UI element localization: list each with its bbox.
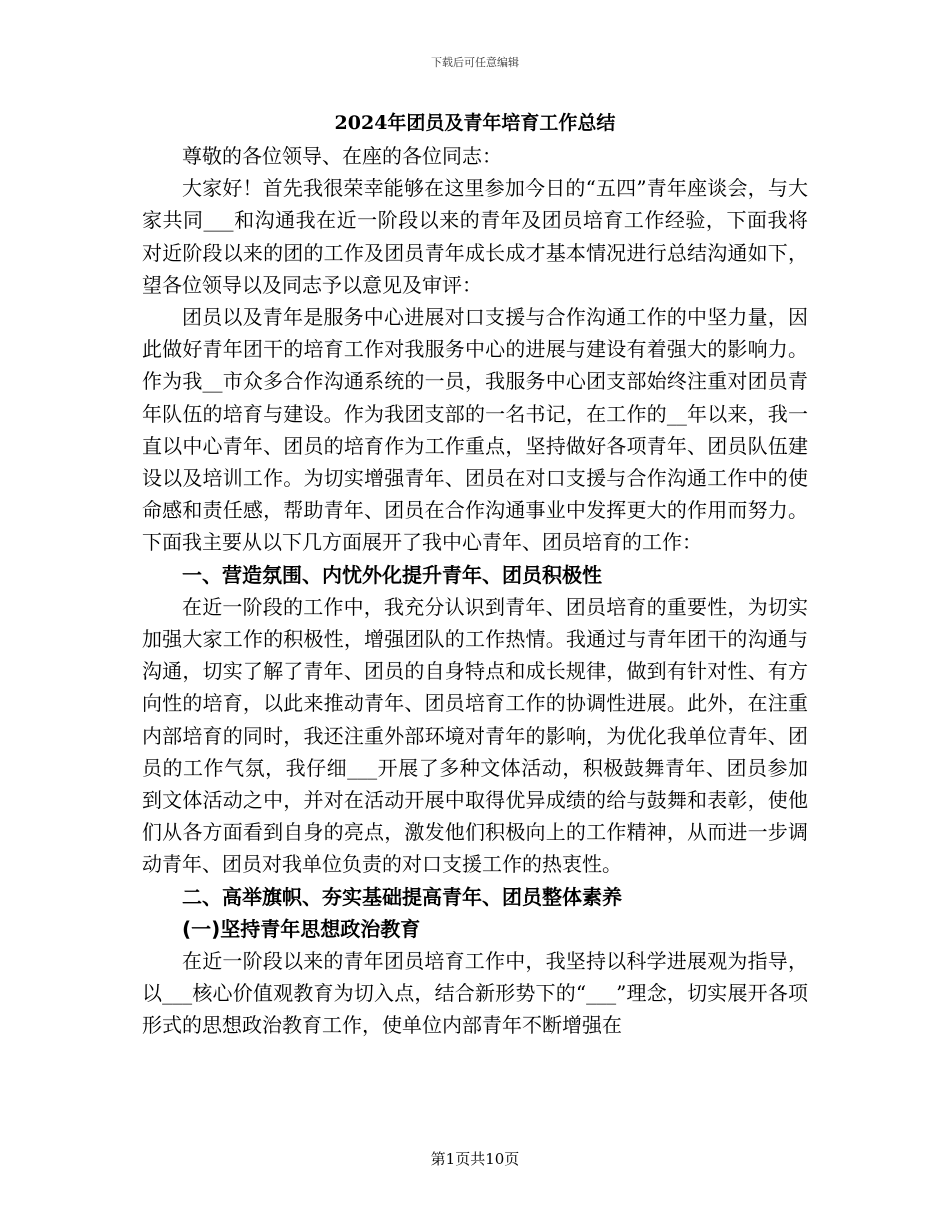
- paragraph-background: 团员以及青年是服务中心进展对口支援与合作沟通工作的中坚力量，因此做好青年团干的培育工作对我服务中心的进展与建设有着强大的影响力。作为我__市众多合作沟通系统的一员，我服务中心团支部始终注重对团员青年队伍的培育与建设。作为我团支部的一名书记，在工作的__年以来，我一直以中心青年、团员的培育作为工作重点，坚持做好各项青年、团员队伍建设以及培训工作。为切实增强青年、团员在对口支援与合作沟通工作中的使命感和责任感，帮助青年、团员在合作沟通事业中发挥更大的作用而努力。下面我主要从以下几方面展开了我中心青年、团员培育的工作：: [142, 305, 808, 555]
- paragraph-section-1: 在近一阶段的工作中，我充分认识到青年、团员培育的重要性，为切实加强大家工作的积极性，增强团队的工作热情。我通过与青年团干的沟通与沟通，切实了解了青年、团员的自身特点和成长规律，做到有针对性、有方向性的培育，以此来推动青年、团员培育工作的协调性进展。此外，在注重内部培育的同时，我还注重外部环境对青年的影响，为优化我单位青年、团员的工作气氛，我仔细___开展了多种文体活动，积极鼓舞青年、团员参加到文体活动之中，并对在活动开展中取得优异成绩的给与鼓舞和表彰，使他们从各方面看到自身的亮点，激发他们积极向上的工作精神，从而进一步调动青年、团员对我单位负责的对口支援工作的热衷性。: [142, 594, 808, 877]
- page-header-note: 下载后可任意编辑: [431, 56, 519, 69]
- subsection-heading-2-1: (一)坚持青年思想政治教育: [182, 916, 421, 941]
- page-number: 第1页共10页: [430, 1150, 520, 1168]
- section-heading-2: 二、高举旗帜、夯实基础提高青年、团员整体素养: [182, 884, 622, 909]
- section-heading-1: 一、营造氛围、内忧外化提升青年、团员积极性: [182, 562, 602, 587]
- paragraph-section-2-1: 在近一阶段以来的青年团员培育工作中，我坚持以科学进展观为指导，以___核心价值观教育为切入点，结合新形势下的“___”理念，切实展开各项形式的思想政治教育工作，使单位内部青年不断增强在: [142, 949, 808, 1038]
- salutation: 尊敬的各位领导、在座的各位同志：: [182, 144, 502, 168]
- document-body: [142, 106, 808, 1042]
- paragraph-opening: 大家好！首先我很荣幸能够在这里参加今日的“五四”青年座谈会，与大家共同___和沟通我在近一阶段以来的青年及团员培育工作经验，下面我将对近阶段以来的团的工作及团员青年成长成才基本情况进行总结沟通如下，望各位领导以及同志予以意见及审评：: [142, 176, 808, 297]
- document-title: 2024年团员及青年培育工作总结: [334, 112, 616, 134]
